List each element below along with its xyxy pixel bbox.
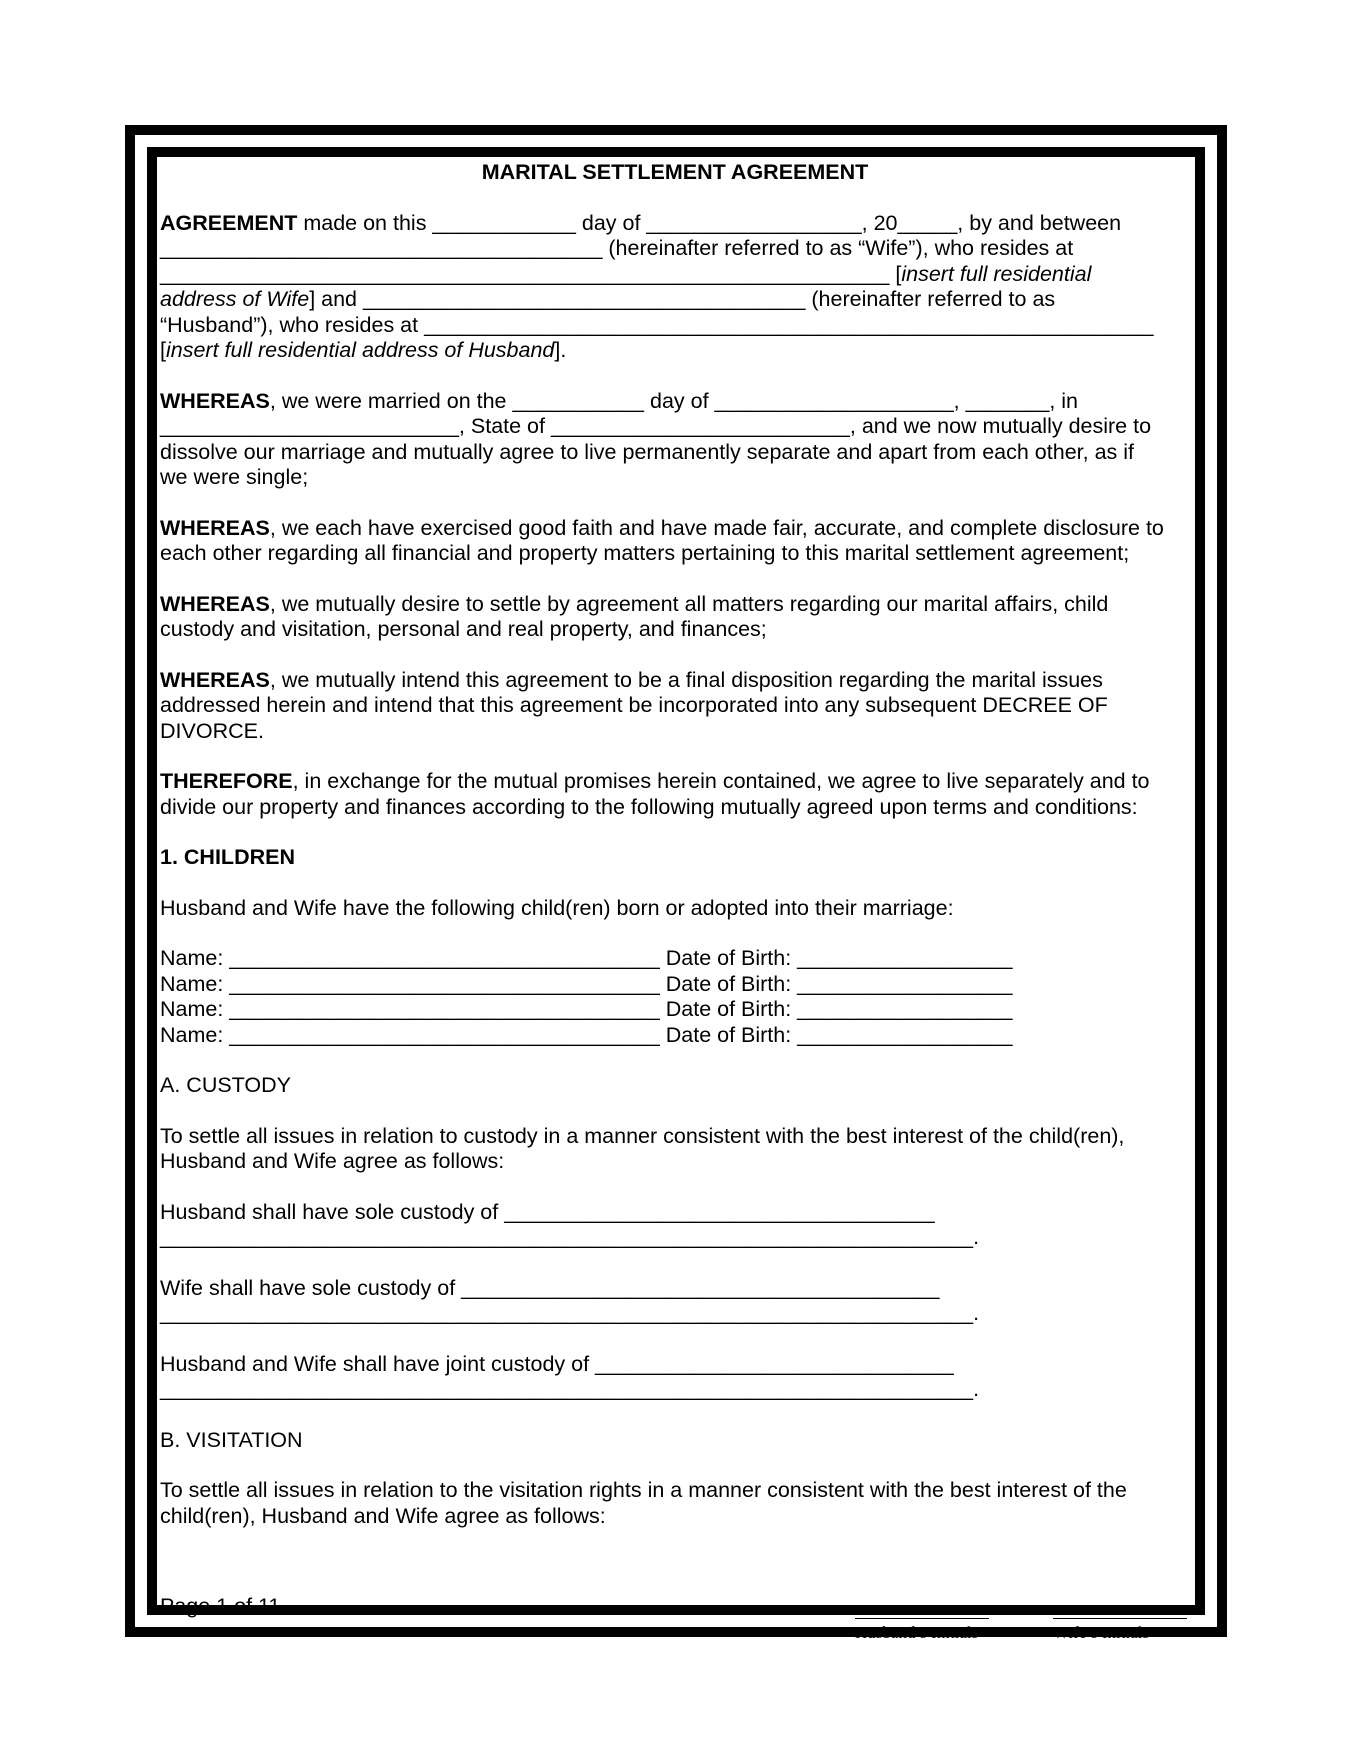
therefore-line-1: , in exchange for the mutual promises herein contained, we agree to live separately and to [292, 769, 1150, 793]
children-list [160, 946, 1190, 1048]
agreement-line-6c: ]. [554, 338, 567, 362]
child-row-1: Name: ____________________________________ Date of Birth: __________________ [160, 946, 1013, 970]
whereas-3-line-2: custody and visitation, personal and real property, and finances; [160, 617, 767, 641]
visitation-heading: B. VISITATION [160, 1427, 303, 1452]
custody-intro-line-1: To settle all issues in relation to custody in a manner consistent with the best interest of the child(ren), [160, 1123, 1125, 1148]
wife-initials-block [1053, 1604, 1187, 1643]
whereas-1-lead: WHEREAS [160, 388, 270, 413]
page-number: Page 1 of 11 [160, 1594, 281, 1618]
husband-custody-field [160, 1200, 1190, 1251]
child-row-2: Name: ____________________________________ Date of Birth: __________________ [160, 971, 1013, 996]
document-title: MARITAL SETTLEMENT AGREEMENT [481, 160, 869, 184]
joint-custody-line-2: ____________________________________________________________________. [160, 1377, 980, 1401]
whereas-3-lead: WHEREAS [160, 591, 270, 616]
husband-initials-block [855, 1604, 989, 1643]
whereas-2-lead: WHEREAS [160, 515, 270, 540]
husband-custody-line-2: ____________________________________________________________________. [160, 1225, 980, 1249]
whereas-paragraph-1 [160, 389, 1190, 491]
wife-initials-line [1053, 1604, 1187, 1619]
agreement-line-5: “Husband”), who resides at _____________________________________________________________ [160, 312, 1154, 337]
section-heading-children: 1. CHILDREN [160, 845, 295, 869]
whereas-4-line-2: addressed herein and intend that this agreement be incorporated into any subsequent DECREE OF [160, 693, 1108, 717]
whereas-2-line-2: each other regarding all financial and property matters pertaining to this marital settlement agreement; [160, 541, 1130, 565]
whereas-1-line-4: we were single; [160, 465, 309, 489]
child-row-3: Name: ____________________________________ Date of Birth: __________________ [160, 997, 1013, 1021]
whereas-4-lead: WHEREAS [160, 667, 270, 692]
wife-custody-line-2: ____________________________________________________________________. [160, 1301, 980, 1325]
whereas-1-line-1: , we were married on the ___________ day of ____________________, _______, in [269, 388, 1079, 413]
whereas-2-line-1: , we each have exercised good faith and have made fair, accurate, and complete disclosure to [269, 515, 1164, 540]
therefore-line-2: divide our property and finances according to the following mutually agreed upon terms and conditions: [160, 794, 1138, 819]
custody-heading: A. CUSTODY [160, 1073, 292, 1097]
whereas-4-line-1: , we mutually intend this agreement to be a final disposition regarding the marital issues [269, 667, 1103, 692]
custody-intro-line-2: Husband and Wife agree as follows: [160, 1149, 505, 1173]
child-row-4: Name: ____________________________________ Date of Birth: __________________ [160, 1022, 1013, 1047]
agreement-line-6a: [ [160, 338, 166, 362]
whereas-1-line-2: _________________________, State of _________________________, and we now mutually desire to [160, 414, 1152, 438]
whereas-paragraph-3 [160, 592, 1190, 643]
whereas-paragraph-2 [160, 516, 1190, 567]
whereas-4-line-3: DIVORCE. [160, 718, 264, 743]
agreement-line-4b: ] and _____________________________________ (hereinafter referred to as [309, 287, 1056, 311]
wife-initials-label: Wife’s Initials [1053, 1623, 1150, 1642]
husband-initials-line [855, 1604, 989, 1619]
wife-custody-field [160, 1276, 1190, 1327]
joint-custody-line-1: Husband and Wife shall have joint custody of ______________________________ [160, 1351, 954, 1376]
joint-custody-field [160, 1352, 1190, 1403]
whereas-1-line-3: dissolve our marriage and mutually agree to live permanently separate and apart from each other, as if [160, 439, 1134, 464]
wife-custody-line-1: Wife shall have sole custody of ________________________________________ [160, 1275, 940, 1300]
visitation-intro-line-1: To settle all issues in relation to the visitation rights in a manner consistent with the best interest of the [160, 1478, 1127, 1502]
therefore-lead: THEREFORE [160, 769, 293, 793]
children-intro: Husband and Wife have the following child(ren) born or adopted into their marriage: [160, 895, 954, 920]
whereas-3-line-1: , we mutually desire to settle by agreement all matters regarding our marital affairs, child [269, 591, 1109, 616]
agreement-line-6b: insert full residential address of Husband [165, 338, 555, 362]
document-body [160, 160, 1190, 1554]
agreement-paragraph [160, 211, 1190, 364]
husband-custody-line-1: Husband shall have sole custody of ____________________________________ [160, 1199, 935, 1224]
agreement-line-3b: insert full residential [901, 261, 1092, 286]
whereas-paragraph-4 [160, 668, 1190, 745]
therefore-paragraph [160, 769, 1190, 820]
custody-intro [160, 1124, 1190, 1175]
visitation-intro-line-2: child(ren), Husband and Wife agree as follows: [160, 1503, 606, 1528]
visitation-intro [160, 1478, 1190, 1529]
agreement-line-4a: address of Wife [160, 287, 310, 311]
agreement-line-2: _____________________________________ (hereinafter referred to as “Wife”), who resides at [160, 236, 1074, 260]
agreement-lead: AGREEMENT [160, 210, 298, 235]
agreement-line-1: made on this ____________ day of __________________, 20_____, by and between [297, 210, 1122, 235]
husband-initials-label: Husband’s Initials [855, 1623, 979, 1642]
agreement-line-3a: _____________________________________________________________ [ [160, 261, 902, 286]
